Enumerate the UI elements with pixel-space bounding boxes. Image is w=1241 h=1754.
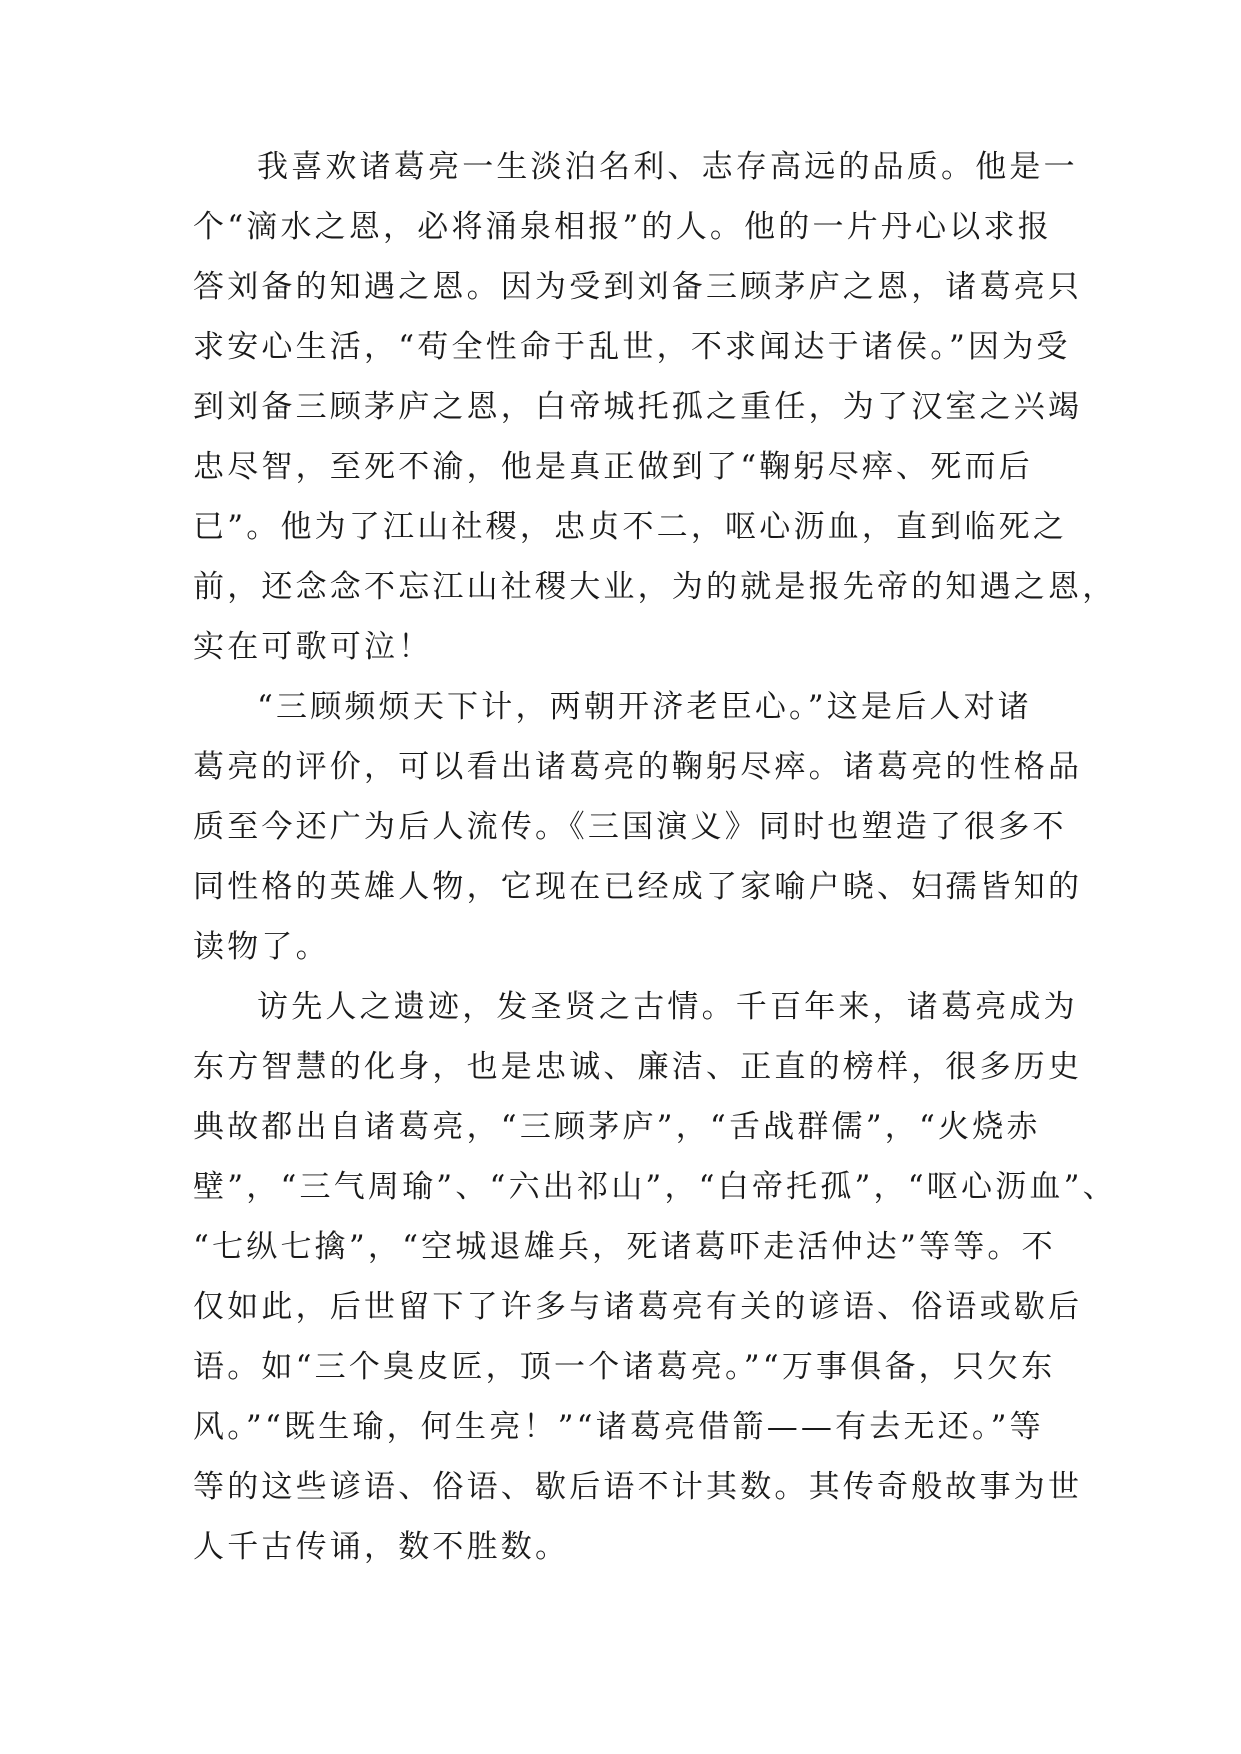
paragraph-line: “三顾频烦天下计，两朝开济老臣心。”这是后人对诸 [257,689,1032,725]
paragraph-line: 前，还念念不忘江山社稷大业，为的就是报先帝的知遇之恩， [193,569,1117,605]
paragraph-line: 等的这些谚语、俗语、歇后语不计其数。其传奇般故事为世 [193,1469,1083,1505]
paragraph-line: 葛亮的评价，可以看出诸葛亮的鞠躬尽瘁。诸葛亮的性格品 [193,749,1083,785]
paragraph-line: 个“滴水之恩，必将涌泉相报”的人。他的一片丹心以求报 [193,209,1052,245]
paragraph-line: 质至今还广为后人流传。《三国演义》同时也塑造了很多不 [193,809,1067,845]
paragraph-line: 读物了。 [193,929,330,965]
paragraph-line: 壁”，“三气周瑜”、“六出祁山”，“白帝托孤”，“呕心沥血”、 [193,1169,1117,1205]
paragraph-line: 仅如此，后世留下了许多与诸葛亮有关的谚语、俗语或歇后 [193,1289,1083,1325]
paragraph-line: 同性格的英雄人物，它现在已经成了家喻户晓、妇孺皆知的 [193,869,1083,905]
paragraph-2 [193,677,1083,977]
paragraph-line: “七纵七擒”，“空城退雄兵，死诸葛吓走活仲达”等等。不 [193,1229,1056,1265]
paragraph-line: 风。”“既生瑜，何生亮！”“诸葛亮借箭——有去无还。”等 [193,1409,1044,1445]
paragraph-line: 语。如“三个臭皮匠，顶一个诸葛亮。”“万事俱备，只欠东 [193,1349,1056,1385]
paragraph-line: 实在可歌可泣！ [193,629,433,665]
paragraph-line: 忠尽智，至死不渝，他是真正做到了“鞠躬尽瘁、死而后 [193,449,1033,485]
paragraph-line: 已”。他为了江山社稷，忠贞不二，呕心沥血，直到临死之 [193,509,1068,545]
paragraph-line: 人千古传诵，数不胜数。 [193,1529,570,1565]
paragraph-line: 东方智慧的化身，也是忠诚、廉洁、正直的榜样，很多历史 [193,1049,1083,1085]
paragraph-1 [193,137,1117,677]
paragraph-line: 求安心生活，“苟全性命于乱世，不求闻达于诸侯。”因为受 [193,329,1071,365]
paragraph-line: 访先人之遗迹，发圣贤之古情。千百年来，诸葛亮成为 [257,989,1078,1025]
paragraph-line: 典故都出自诸葛亮，“三顾茅庐”，“舌战群儒”，“火烧赤 [193,1109,1041,1145]
paragraph-line: 我喜欢诸葛亮一生淡泊名利、志存高远的品质。他是一 [257,149,1078,185]
paragraph-line: 答刘备的知遇之恩。因为受到刘备三顾茅庐之恩，诸葛亮只 [193,269,1083,305]
paragraph-3 [193,977,1117,1577]
paragraph-line: 到刘备三顾茅庐之恩，白帝城托孤之重任，为了汉室之兴竭 [193,389,1083,425]
